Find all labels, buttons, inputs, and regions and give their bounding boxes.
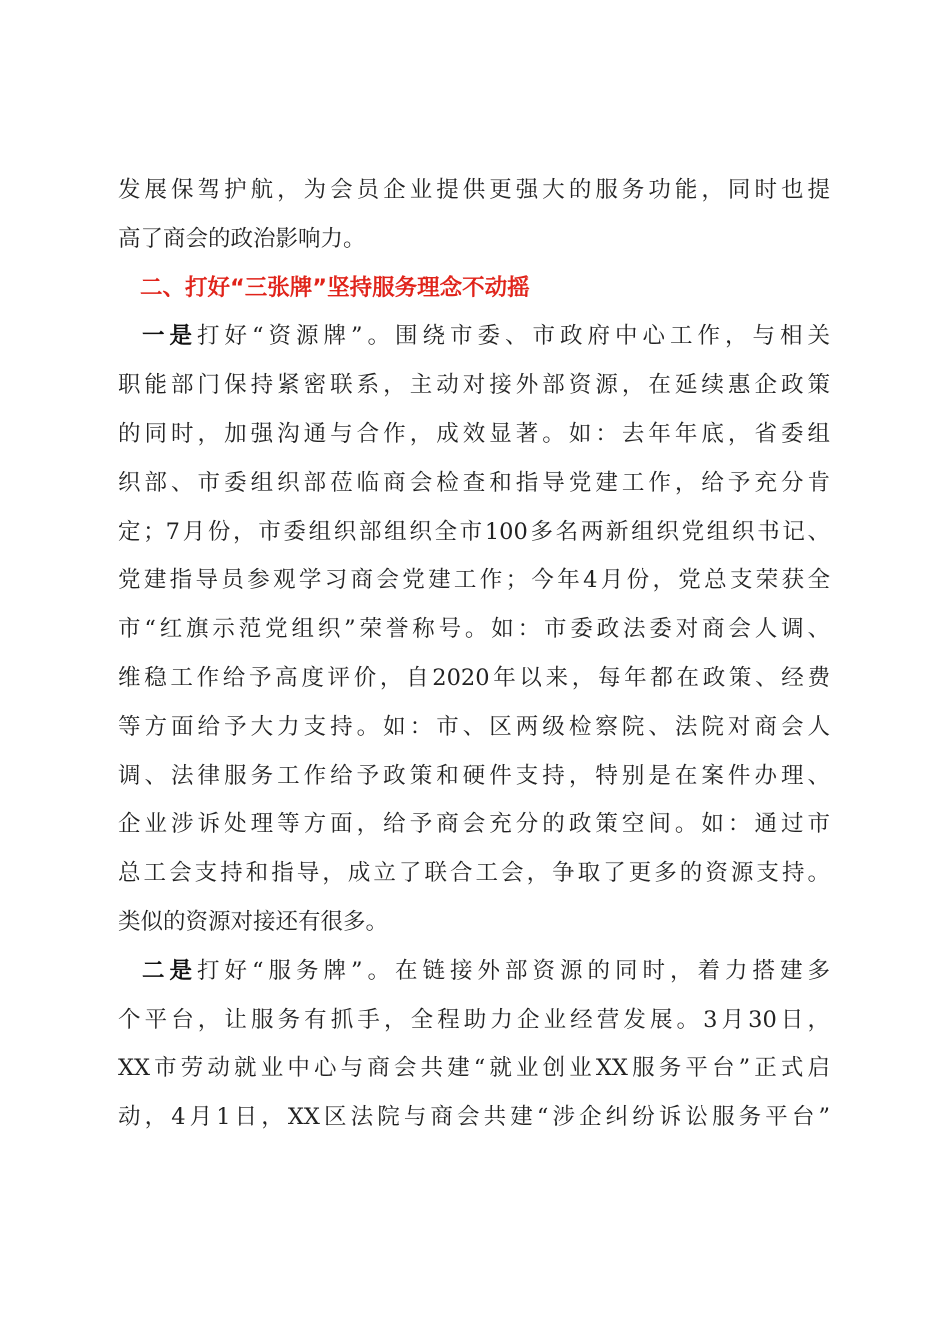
line-text: 定；7月份，市委组织部组织全市100多名两新组织党组织书记、: [118, 518, 830, 545]
paragraph-line: [118, 556, 830, 605]
line-text: 市“红旗示范党组织”荣誉称号。如：市委政法委对商会人调、: [118, 616, 830, 643]
paragraph-line: [118, 508, 830, 557]
line-text: 调、法律服务工作给予政策和硬件支持，特别是在案件办理、: [118, 762, 830, 789]
paragraph-lead: 一是: [142, 323, 197, 350]
paragraph-line: [118, 166, 830, 215]
line-text: 打好“服务牌”。在链接外部资源的同时，着力搭建多: [197, 957, 830, 984]
line-text: 维稳工作给予高度评价，自2020年以来，每年都在政策、经费: [118, 664, 830, 691]
paragraph-line: [118, 361, 830, 410]
paragraph-lead: 二是: [142, 957, 197, 984]
line-text: XX市劳动就业中心与商会共建“就业创业XX服务平台”正式启: [118, 1055, 830, 1082]
paragraph-line: [118, 1093, 830, 1142]
paragraph-line: [118, 898, 830, 947]
paragraph-line: [118, 703, 830, 752]
line-text: 动，4月1日，XX区法院与商会共建“涉企纠纷诉讼服务平台”: [118, 1104, 830, 1131]
paragraph-line: [118, 459, 830, 508]
line-text: 等方面给予大力支持。如：市、区两级检察院、法院对商会人: [118, 713, 830, 740]
line-text: 总工会支持和指导，成立了联合工会，争取了更多的资源支持。: [118, 860, 830, 887]
paragraph-line: [118, 605, 830, 654]
line-text: 织部、市委组织部莅临商会检查和指导党建工作，给予充分肯: [118, 469, 830, 496]
paragraph-line: [118, 215, 830, 264]
section-heading-text: 二、打好“三张牌”坚持服务理念不动摇: [140, 274, 530, 301]
line-text: 企业涉诉处理等方面，给予商会充分的政策空间。如：通过市: [118, 811, 830, 838]
line-text: 的同时，加强沟通与合作，成效显著。如：去年年底，省委组: [118, 420, 830, 447]
paragraph-line: [118, 1044, 830, 1093]
line-text: 类似的资源对接还有很多。: [118, 908, 389, 935]
line-text: 发展保驾护航，为会员企业提供更强大的服务功能，同时也提: [118, 177, 830, 203]
line-text: 个平台，让服务有抓手，全程助力企业经营发展。3月30日，: [118, 1006, 830, 1033]
paragraph-line: [118, 410, 830, 459]
paragraph-line: [118, 996, 830, 1045]
section-heading: [118, 264, 830, 313]
paragraph-line: [118, 312, 830, 361]
line-text: 职能部门保持紧密联系，主动对接外部资源，在延续惠企政策: [118, 372, 830, 399]
paragraph-line: [118, 654, 830, 703]
line-text: 高了商会的政治影响力。: [118, 225, 366, 252]
line-text: 党建指导员参观学习商会党建工作；今年4月份，党总支荣获全: [118, 567, 830, 594]
line-text: 打好“资源牌”。围绕市委、市政府中心工作，与相关: [197, 323, 830, 350]
paragraph-line: [118, 800, 830, 849]
paragraph-line: [118, 752, 830, 801]
document-body: [118, 166, 830, 1142]
paragraph-line: [118, 947, 830, 996]
paragraph-line: [118, 849, 830, 898]
